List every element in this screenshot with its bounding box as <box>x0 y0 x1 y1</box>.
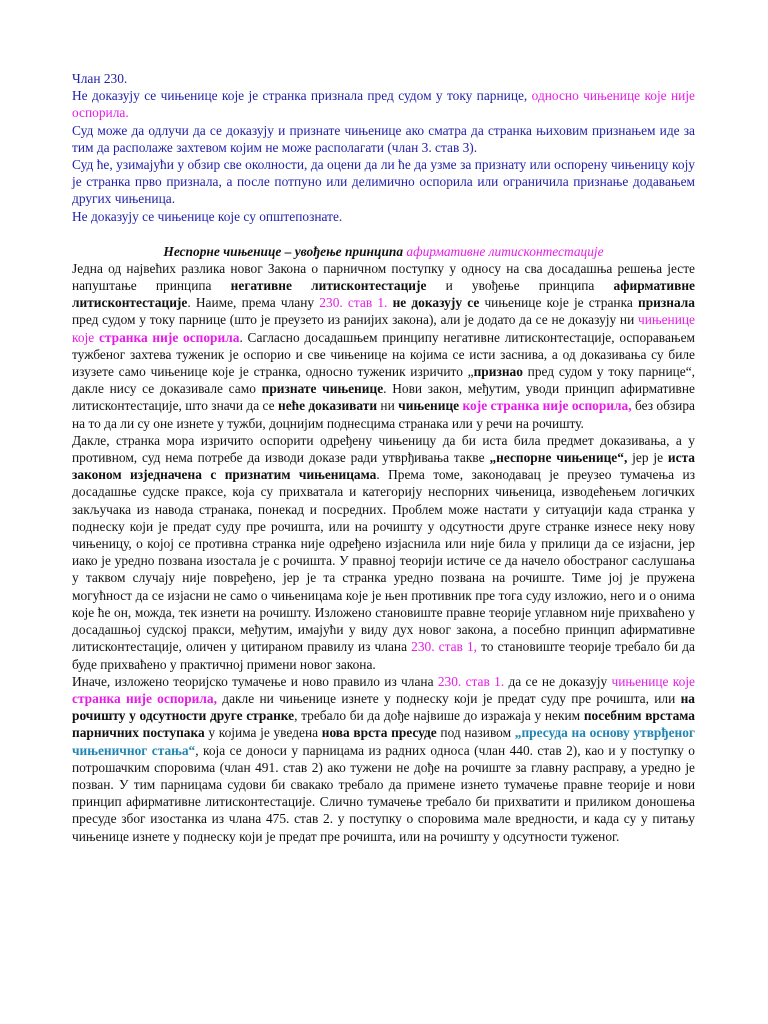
text-run: . Нови закон, међутим, уводи принцип афирмативне литисконтестације, што значи да се <box>72 381 695 414</box>
document-column <box>72 70 695 845</box>
text-run: , која се доноси у парницама из радних односа (члан 440. став 2), као и у поступку о потрошачким споровима (члан 491. став 2) ако тужени не дође на рочиште за главну расправу, а уредно је позван. У тим парницама судови би свакако требало да примене изнето тумачење правне теорије и нови принцип афирмативне литисконтестације. Слично тумачење требало би прихватити и приликом доношења пресуде због изостанка из члана 475. став 2. у поступку о споровима мале вредности, и када су у питању чињенице изнете у поднеску који је предат пре рочишта, или на рочишту у одсутности туженог. <box>72 742 695 844</box>
article-paragraph-4: Не доказују се чињенице које су општепознате. <box>72 208 343 224</box>
text-run: без обзира на то да ли су оне изнете у тужби, доцнијим поднесцима странака или у речи на рочишту. <box>72 398 695 431</box>
article-paragraph-2: Суд може да одлучи да се доказују и признате чињенице ако сматра да странка њиховим признањем иде за тим да располаже захтевом којим не може располагати (члан 3. став 3). <box>72 122 695 155</box>
commentary-paragraph-3 <box>72 673 695 845</box>
highlight-bold-run: које странка није оспорила, <box>462 398 632 414</box>
bold-run: признате чињенице <box>261 381 384 397</box>
article-p1-text: Не доказују се чињенице које је странка признала пред судом у току парнице, <box>72 88 528 104</box>
text-run: Иначе, изложено теоријско тумачење и ново правило из члана <box>72 673 438 689</box>
text-run: то становиште теорије требало би да буде прихваћено у практичној примени новог закона. <box>72 639 695 672</box>
section-heading <box>72 244 695 260</box>
article-reference: 230. став 1. <box>437 673 505 689</box>
text-run: ни <box>377 398 399 414</box>
commentary-body <box>72 260 695 845</box>
bold-run: признао <box>473 364 523 380</box>
commentary-paragraph-2 <box>72 432 695 673</box>
bold-run: посебним врстама парничних поступака <box>72 708 695 741</box>
article-paragraph-1 <box>72 87 695 121</box>
highlight-bold-run: странка није оспорила, <box>72 690 217 706</box>
bold-run: негативне литисконтестације <box>230 278 427 294</box>
bold-run: чињенице <box>398 398 460 414</box>
section-heading-highlight: афирмативне литисконтестације <box>406 243 604 259</box>
text-run: и увођење принципа <box>426 278 614 294</box>
bold-run: нова врста пресуде <box>321 725 437 741</box>
highlight-run: чињенице које <box>72 312 695 345</box>
text-run: под називом <box>436 725 515 741</box>
highlight-bold-run: странка није оспорила <box>98 329 240 345</box>
bold-run: неће доказивати <box>277 398 378 414</box>
text-run: . Сагласно досадашњем принципу негативне литисконтестације, оспоравањем тужбеног захтева туженик је оспорио и све чињенице на којима се исти заснива, а од доказивања су биле изузете само чињенице које је странка, односно туженик изричито „ <box>72 329 695 380</box>
text-run: дакле ни чињенице изнете у поднеску који је предат суду пре рочишта, или <box>216 690 681 706</box>
highlight-run: чињенице које <box>611 673 695 689</box>
article-reference: 230. став 1, <box>411 639 478 655</box>
article-reference: 230. став 1. <box>319 295 388 311</box>
section-heading-text: Неспорне чињенице – увођење принципа <box>163 243 407 259</box>
article-paragraph-3: Суд ће, узимајући у обзир све околности, да оцени да ли ће да узме за признату или оспорену чињеницу коју је странка прво признала, а после потпуно или делимично оспорила или ограничила признање додавањем других чињеница. <box>72 157 695 207</box>
text-run: чињенице које је странка <box>479 295 638 311</box>
bold-run: „неспорне чињенице“, <box>489 450 628 466</box>
article-230-block <box>72 70 695 225</box>
highlight-teal-run: „пресуда на основу утврђеног чињеничног стања“ <box>72 725 695 758</box>
text-run: у којима је уведена <box>204 725 322 741</box>
text-run: . Наиме, према члану <box>187 295 320 311</box>
text-run: пред судом у току парнице (што је преузето из ранијих закона), али је додато да се не доказују ни <box>72 312 639 328</box>
bold-run: не доказују се <box>392 295 480 311</box>
commentary-paragraph-1 <box>72 260 695 432</box>
bold-run: признала <box>638 295 695 311</box>
text-run: Дакле, странка мора изричито оспорити одређену чињеницу да би иста била предмет доказивања, а у противном, суд нема потребе да изводи доказе ради утврђивања такве <box>72 432 695 466</box>
text-run: Једна од највећих разлика новог Закона о парничном поступку у односу на сва досадашња решења јесте напуштање принципа <box>72 260 695 294</box>
bold-run: афирмативне литисконтестације <box>72 278 695 311</box>
text-run: јер је <box>627 450 668 466</box>
text-run: пред судом у току парнице“, дакле нису се доказивале само <box>72 364 696 397</box>
text-run: да се не доказују <box>504 673 612 689</box>
article-p1-highlight: односно чињенице које није оспорила. <box>72 88 695 121</box>
bold-run: иста законом изједначена с признатим чињеницама <box>72 450 696 483</box>
bold-run: на рочишту у одсутности друге странке <box>72 690 695 724</box>
text-run: . Према томе, законодавац је преузео тумачења из досадашње судске праксе, која су прихватала и категорију неспорних чињеница, изводећењем логичких закључака из навода странака, понекад и посредних. Проблем може настати у ситуацији када странка у поднеску који је предат суду пре рочишта, или на рочишту у одсутности друге странке изнесе неку нову чињеницу, о којој се противна странка није одређено изјаснила или није била у прилици да се изјасни, јер иако је уредно позвана изостала је с рочишта. У правној теорији истиче се да начело обостраног саслушања у таквом случају није повређено, јер је та странка уредно позвана на рочиште. Тиме јој је пружена могућност да се изјасни не само о чињеницама које је њен противник пре тога суду изложио, него и о онима које ће он, можда, тек изнети на рочишту. Изложено становиште правне теорије углавном није прихваћено у досадашњој судској пракси, међутим, имајући у виду дух новог закона, а посебно принцип афирмативне литисконтестације, оличен у цитираном правилу из члана <box>72 467 695 655</box>
article-title: Члан 230. <box>72 71 128 86</box>
text-run: , требало би да дође највише до изражаја у неким <box>294 708 584 724</box>
